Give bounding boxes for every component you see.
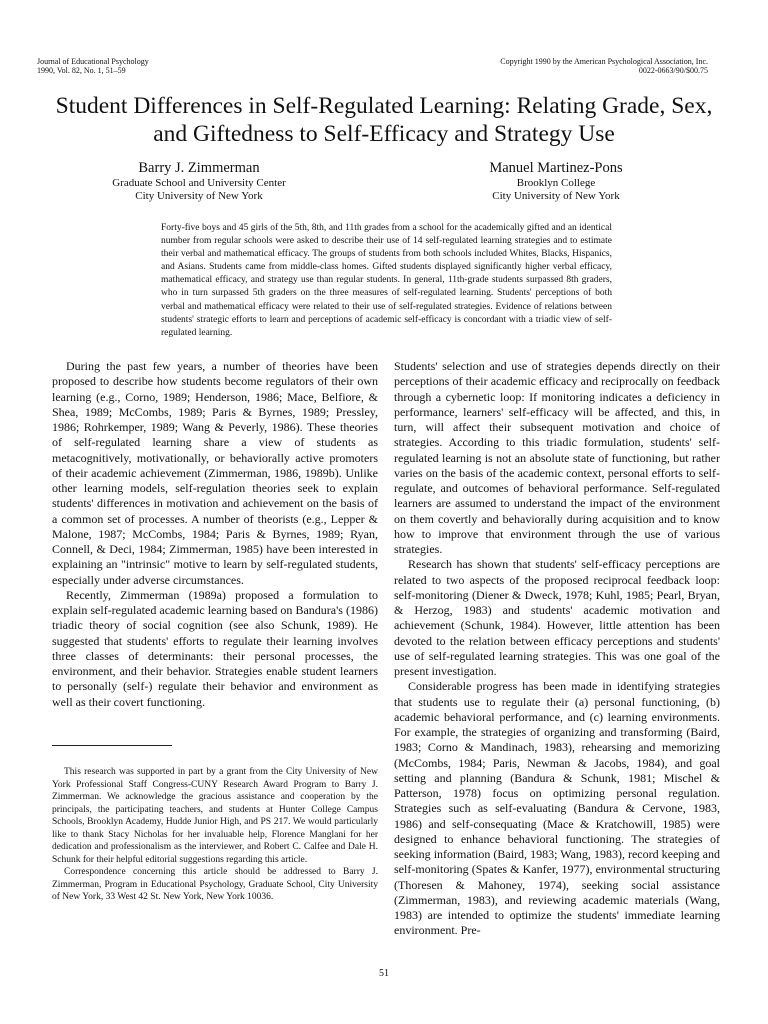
page-number: 51 <box>379 968 389 979</box>
footnotes <box>52 766 378 904</box>
body-paragraph: Students' selection and use of strategies depends directly on their perceptions of their academic efficacy and reciprocally on feedback through a cybernetic loop: If monitoring indicates a deficiency in performance, learners' self-efficacy will be affected, and this, in turn, will affect their subsequent motivation and choice of strategies. According to this triadic formulation, students' self-regulated learning is not an absolute state of functioning, but rather varies on the basis of the academic context, personal efforts to self-regulate, and outcomes of behavioral performance. Self-regulated learners are assumed to understand the impact of the environment on them covertly and behaviorally during acquisition and to know how to improve that environment through the use of various strategies. <box>394 359 720 556</box>
footnote-divider <box>52 745 172 746</box>
author-name: Barry J. Zimmerman <box>138 160 260 176</box>
author-name: Manuel Martinez-Pons <box>489 160 623 176</box>
copyright-line: Copyright 1990 by the American Psychological Association, Inc. <box>500 57 708 66</box>
abstract: Forty-five boys and 45 girls of the 5th, 8th, and 11th grades from a school for the academically gifted and an identical number from regular schools were asked to describe their use of 14 self-regulated learning strategies and to estimate their verbal and mathematical efficacy. The groups of students from both schools included Whites, Blacks, Hispanics, and Asians. Students came from middle-class homes. Gifted students displayed significantly higher verbal efficacy, mathematical efficacy, and strategy use than regular students. In general, 11th-grade students surpassed 8th graders, who in turn surpassed 5th graders on the three measures of self-regulated learning. Students' perceptions of both verbal and mathematical efficacy were related to their use of self-regulated strategies. Evidence of relations between students' strategic efforts to learn and perceptions of academic self-efficacy is concordant with a triadic view of self-regulated learning. <box>161 223 612 338</box>
body-paragraph: Recently, Zimmerman (1989a) proposed a formulation to explain self-regulated academic learning based on Bandura's (1986) triadic theory of social cognition (see also Schunk, 1989). He suggested that students' efforts to regulate their learning involves three classes of determinants: their personal processes, the environment, and their behavior. Strategies enable student learners to personally (self-) regulate their behavior and environment as well as their covert functioning. <box>52 587 378 709</box>
author-affiliation: Graduate School and University Center <box>112 177 286 189</box>
body-paragraph: Considerable progress has been made in identifying strategies that students use to regulate their (a) personal functioning, (b) academic behavioral performance, and (c) learning environments. For example, the strategies of organizing and transforming (Baird, 1983; Corno & Mandinach, 1983), rehearsing and memorizing (McCombs, 1984; Paris, Newman & Jacobs, 1984), and goal setting and planning (Bandura & Schunk, 1981; Mischel & Patterson, 1978) focus on optimizing personal regulation. Strategies such as self-evaluating (Bandura & Cervone, 1983, 1986) and self-consequating (Mace & Kratchowill, 1985) were designed to enhance behavioral functioning. The strategies of seeking information (Baird, 1983; Wang, 1983), record keeping and self-monitoring (Spates & Kanfer, 1977), environmental structuring (Thoresen & Mahoney, 1974), seeking social assistance (Zimmerman, 1983), and reviewing academic materials (Wang, 1983) are intended to optimize the students' immediate learning environment. Pre- <box>394 679 720 938</box>
journal-citation <box>37 57 297 75</box>
author-block-1 <box>49 160 349 203</box>
article-title <box>20 92 748 148</box>
journal-name: Journal of Educational Psychology <box>37 57 149 66</box>
footnote-acknowledgment: This research was supported in part by a grant from the City University of New York Professional Staff Congress-CUNY Research Award Program to Barry J. Zimmerman. We acknowledge the gracious assistance and cooperation by the principals, the participating teachers, and students at Hunter College Campus Schools, Brooklyn Academy, Hudde Junior High, and PS 217. We would particularly like to thank Stacy Nicholas for her invaluable help, Florence Manglani for her dedication and professionalism as the interviewer, and Robert C. Calfee and Dale H. Schunk for their helpful editorial suggestions regarding this article. <box>52 767 378 865</box>
body-column-right <box>394 359 720 939</box>
body-paragraph: During the past few years, a number of theories have been proposed to describe how students become regulators of their own learning (e.g., Corno, 1989; Henderson, 1986; Mace, Belfiore, & Shea, 1989; McCombs, 1989; Paris & Byrnes, 1989; Pressley, 1986; Rohrkemper, 1989; Wang & Peverly, 1986). These theories of self-regulated learning share a view of students as metacognitively, motivationally, or behaviorally active promoters of their academic achievement (Zimmerman, 1986, 1989b). Unlike other learning models, self-regulation theories seek to explain students' differences in motivation and achievement on the basis of a common set of processes. A number of theorists (e.g., Lepper & Malone, 1987; McCombs, 1984; Paris & Byrnes, 1989; Ryan, Connell, & Deci, 1984; Zimmerman, 1985) have been interested in explaining an "intrinsic" motive to learn by self-regulated students, especially under adverse circumstances. <box>52 359 378 587</box>
title-line-2: and Giftedness to Self-Efficacy and Strategy Use <box>153 121 615 147</box>
issn-line: 0022-0663/90/$00.75 <box>638 66 708 75</box>
copyright-notice <box>408 57 708 75</box>
author-affiliation: City University of New York <box>492 190 620 202</box>
journal-volume: 1990, Vol. 82, No. 1, 51–59 <box>37 66 126 75</box>
body-paragraph: Research has shown that students' self-efficacy perceptions are related to two aspects of the proposed reciprocal feedback loop: self-monitoring (Diener & Dweck, 1978; Kuhl, 1985; Pearl, Bryan, & Herzog, 1983) and students' academic motivation and achievement (Schunk, 1984). However, little attention has been devoted to the relation between efficacy perceptions and students' use of self-regulated learning strategies. This was one goal of the present investigation. <box>394 557 720 678</box>
body-column-left <box>52 359 378 710</box>
author-affiliation: City University of New York <box>135 190 263 202</box>
author-affiliation: Brooklyn College <box>516 177 596 189</box>
title-line-1: Student Differences in Self-Regulated Learning: Relating Grade, Sex, <box>55 93 713 119</box>
footnote-correspondence: Correspondence concerning this article should be addressed to Barry J. Zimmerman, Program in Educational Psychology, Graduate School, City University of New York, 33 West 42 St. New York, New York 10036. <box>52 867 378 902</box>
author-block-2 <box>406 160 706 203</box>
